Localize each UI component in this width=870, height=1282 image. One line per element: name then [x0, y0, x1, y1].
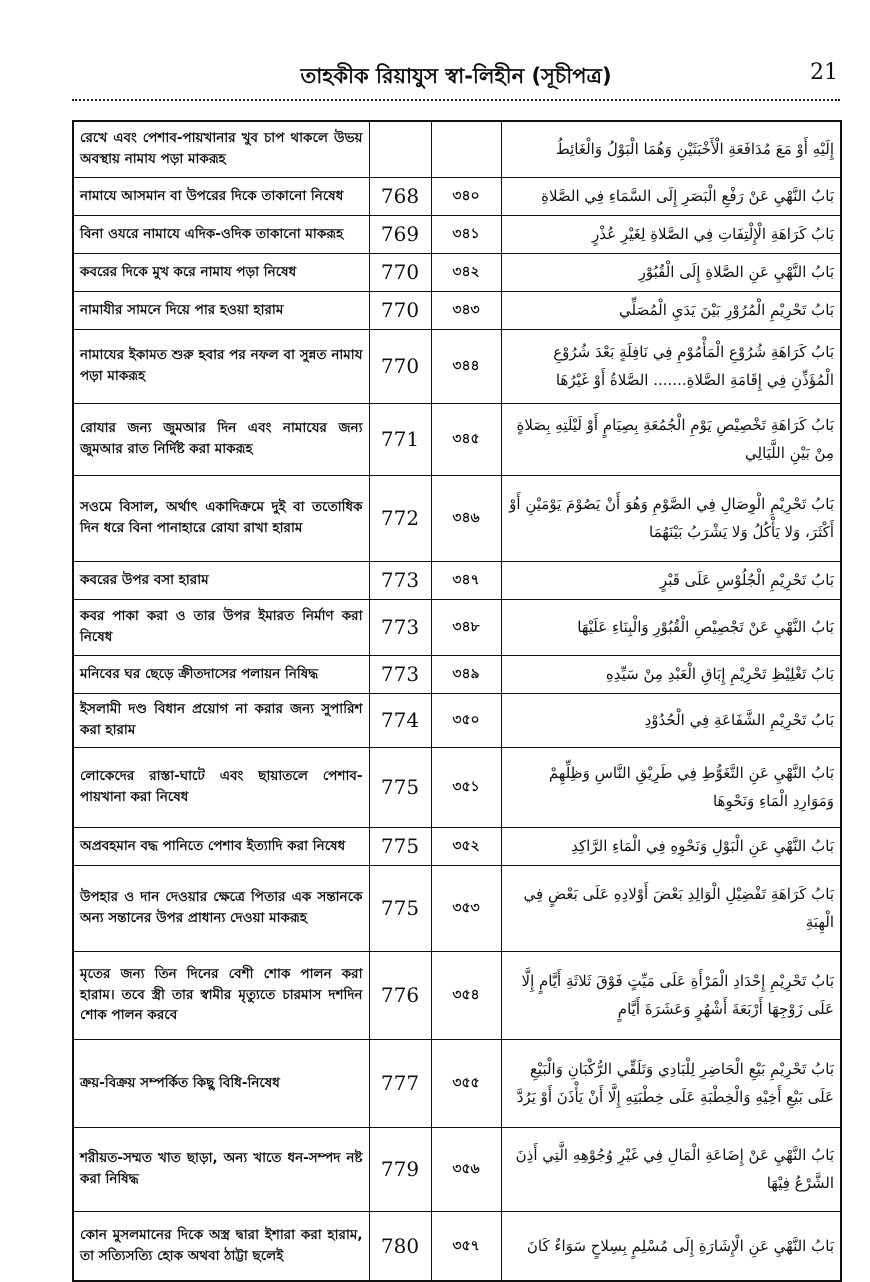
table-row: [73, 329, 841, 403]
table-row: [73, 291, 841, 329]
arabic-title: بَابُ تَحْرِيْمِ إِحْدَادِ الْمَرْأَةِ عَلَى مَيِّتٍ فَوْقَ ثَلاثَةِ أَيَّامٍ إِلَّا عَلَى زَوْجِهَا أَرْبَعَةَ أَشْهُرٍ وَعَشَرَةَ أَيَّامٍ: [501, 951, 841, 1039]
chapter-number: [431, 121, 501, 177]
arabic-title: بَابُ تَحْرِيْمِ الْجُلُوْسِ عَلَى قَبْرٍ: [501, 561, 841, 599]
bengali-title: অপ্রবহমান বদ্ধ পানিতে পেশাব ইত্যাদি করা নিষেধ: [73, 827, 369, 865]
bengali-title: শরীয়ত-সম্মত খাত ছাড়া, অন্য খাতে ধন-সম্পদ নষ্ট করা নিষিদ্ধ: [73, 1127, 369, 1211]
bengali-title: রোযার জন্য জুমআর দিন এবং নামাযের জন্য জুমআর রাত নির্দিষ্ট করা মাকরূহ: [73, 403, 369, 475]
page-ref: [369, 121, 431, 177]
page-ref: 770: [369, 253, 431, 291]
arabic-title: بَابُ كَرَاهَةِ تَفْضِيْلِ الْوَالِدِ بَعْضَ أَوْلادِهِ عَلَى بَعْضٍ فِي الْهِبَةِ: [501, 865, 841, 951]
bengali-title: কবরের উপর বসা হারাম: [73, 561, 369, 599]
chapter-number: ৩৫৬: [431, 1127, 501, 1211]
table-row: [73, 403, 841, 475]
arabic-title: بَابُ النَّهْيِ عَنِ الْبَوْلِ وَنَحْوِهِ فِي الْمَاءِ الرَّاكِدِ: [501, 827, 841, 865]
page-ref: 770: [369, 329, 431, 403]
page-ref: 768: [369, 177, 431, 215]
page-ref: 779: [369, 1127, 431, 1211]
bengali-title: নামাযে আসমান বা উপরের দিকে তাকানো নিষেধ: [73, 177, 369, 215]
arabic-title: بَابُ كَرَاهَةِ شُرُوْعِ الْمَأْمُوْمِ فِي نَافِلَةٍ بَعْدَ شُرُوْعِ الْمُؤَذِّنِ فِي إِقَامَةِ الصَّلاةِ....... الصَّلاةُ أَوْ غَيْرُهَا: [501, 329, 841, 403]
table-row: [73, 827, 841, 865]
bengali-title: রেখে এবং পেশাব-পায়খানার খুব চাপ থাকলে উভয় অবস্থায় নামায পড়া মাকরূহ: [73, 121, 369, 177]
bengali-title: ইসলামী দণ্ড বিধান প্রয়োগ না করার জন্য সুপারিশ করা হারাম: [73, 693, 369, 747]
bengali-title: লোকেদের রাস্তা-ঘাটে এবং ছায়াতলে পেশাব-পায়খানা করা নিষেধ: [73, 747, 369, 827]
bengali-title: কবর পাকা করা ও তার উপর ইমারত নির্মাণ করা নিষেধ: [73, 599, 369, 655]
chapter-number: ৩৫১: [431, 747, 501, 827]
table-row: [73, 1211, 841, 1281]
chapter-number: ৩৫৪: [431, 951, 501, 1039]
chapter-number: ৩৪০: [431, 177, 501, 215]
arabic-title: بَابُ النَّهْيِ عَنْ رَفْعِ الْبَصَرِ إِلَى السَّمَاءِ فِي الصَّلاةِ: [501, 177, 841, 215]
arabic-title: بَابُ تَحْرِيْمِ بَيْعِ الْحَاضِرِ لِلْبَادِي وَتَلَقِّي الرُّكْبَانِ وَالْبَيْعِ عَلَى بَيْعِ أَخِيْهِ وَالْخِطْبَةِ عَلَى خِطْبَتِهِ إِلَّا أَنْ يَأْذَنَ أَوْ يَرُدَّ: [501, 1039, 841, 1127]
table-row: [73, 177, 841, 215]
arabic-title: بَابُ النَّهْيِ عَنِ التَّغَوُّطِ فِي طَرِيْقِ النَّاسِ وَظِلِّهِمْ وَمَوَارِدِ الْمَاءِ وَنَحْوِهَا: [501, 747, 841, 827]
page-ref: 780: [369, 1211, 431, 1281]
contents-table: [72, 120, 842, 1282]
arabic-title: إِلَيْهِ أَوْ مَعَ مُدَافَعَةِ الْأَخْبَثَيْنِ وَهُمَا الْبَوْلُ وَالْغَائِطُ: [501, 121, 841, 177]
header-divider: [72, 99, 840, 101]
page-ref: 776: [369, 951, 431, 1039]
chapter-number: ৩৫২: [431, 827, 501, 865]
bengali-title: মনিবের ঘর ছেড়ে ক্রীতদাসের পলায়ন নিষিদ্ধ: [73, 655, 369, 693]
bengali-title: সওমে বিসাল, অর্থাৎ একাদিক্রমে দুই বা ততোধিক দিন ধরে বিনা পানাহারে রোযা রাখা হারাম: [73, 475, 369, 561]
table-row: [73, 693, 841, 747]
table-row: [73, 951, 841, 1039]
table-row: [73, 561, 841, 599]
table-row: [73, 865, 841, 951]
chapter-number: ৩৪২: [431, 253, 501, 291]
page-ref: 774: [369, 693, 431, 747]
page-number: 21: [810, 60, 838, 85]
table-row: [73, 253, 841, 291]
table-row: [73, 655, 841, 693]
chapter-number: ৩৪৫: [431, 403, 501, 475]
page-header: [72, 56, 840, 96]
bengali-title: মৃতের জন্য তিন দিনের বেশী শোক পালন করা হারাম। তবে স্ত্রী তার স্বামীর মৃত্যুতে চারমাস দশদিন শোক পালন করবে: [73, 951, 369, 1039]
table-row: [73, 215, 841, 253]
contents-table-body: [73, 121, 841, 1281]
chapter-number: ৩৪৮: [431, 599, 501, 655]
bengali-title: কবরের দিকে মুখ করে নামায পড়া নিষেধ: [73, 253, 369, 291]
chapter-number: ৩৪৪: [431, 329, 501, 403]
arabic-title: بَابُ النَّهْيِ عَنِ الْإِشَارَةِ إِلَى مُسْلِمٍ بِسِلاحٍ سَوَاءٌ كَانَ: [501, 1211, 841, 1281]
table-row: [73, 1127, 841, 1211]
page-ref: 773: [369, 599, 431, 655]
page-ref: 773: [369, 561, 431, 599]
bengali-title: বিনা ওযরে নামাযে এদিক-ওদিক তাকানো মাকরূহ: [73, 215, 369, 253]
arabic-title: بَابُ النَّهْيِ عَنْ تَجْصِيْصِ الْقُبُوْرِ وَالْبِنَاءِ عَلَيْهَا: [501, 599, 841, 655]
arabic-title: بَابُ النَّهْيِ عَنْ إِضَاعَةِ الْمَالِ فِي غَيْرِ وُجُوْهِهِ الَّتِي أَذِنَ الشَّرْعُ فِيْهَا: [501, 1127, 841, 1211]
bengali-title: ক্রয়-বিক্রয় সম্পর্কিত কিছু বিধি-নিষেধ: [73, 1039, 369, 1127]
chapter-number: ৩৪১: [431, 215, 501, 253]
arabic-title: بَابُ تَحْرِيْمِ الْمُرُوْرِ بَيْنَ يَدَيِ الْمُصَلِّي: [501, 291, 841, 329]
page-ref: 777: [369, 1039, 431, 1127]
page-ref: 772: [369, 475, 431, 561]
chapter-number: ৩৫৭: [431, 1211, 501, 1281]
chapter-number: ৩৫৫: [431, 1039, 501, 1127]
page-ref: 771: [369, 403, 431, 475]
arabic-title: بَابُ تَغْلِيْظِ تَحْرِيْمِ إِبَاقِ الْعَبْدِ مِنْ سَيِّدِهِ: [501, 655, 841, 693]
page-ref: 770: [369, 291, 431, 329]
bengali-title: উপহার ও দান দেওয়ার ক্ষেত্রে পিতার এক সন্তানকে অন্য সন্তানের উপর প্রাধান্য দেওয়া মাকরূহ: [73, 865, 369, 951]
table-row: [73, 747, 841, 827]
chapter-number: ৩৫৩: [431, 865, 501, 951]
chapter-number: ৩৪৯: [431, 655, 501, 693]
page-ref: 775: [369, 865, 431, 951]
bengali-title: নামাযের ইকামত শুরু হবার পর নফল বা সুন্নত নামায পড়া মাকরূহ: [73, 329, 369, 403]
page-ref: 773: [369, 655, 431, 693]
arabic-title: بَابُ تَحْرِيْمِ الشَّفَاعَةِ فِي الْحُدُوْدِ: [501, 693, 841, 747]
bengali-title: নামাযীর সামনে দিয়ে পার হওয়া হারাম: [73, 291, 369, 329]
chapter-number: ৩৫০: [431, 693, 501, 747]
chapter-number: ৩৪৭: [431, 561, 501, 599]
page-ref: 769: [369, 215, 431, 253]
page-ref: 775: [369, 827, 431, 865]
bengali-title: কোন মুসলমানের দিকে অস্ত্র দ্বারা ইশারা করা হারাম, তা সত্যিসত্যি হোক অথবা ঠাট্টা ছলেই: [73, 1211, 369, 1281]
table-row: [73, 121, 841, 177]
table-row: [73, 475, 841, 561]
chapter-number: ৩৪৬: [431, 475, 501, 561]
table-row: [73, 599, 841, 655]
arabic-title: بَابُ كَرَاهَةِ تَخْصِيْصِ يَوْمِ الْجُمُعَةِ بِصِيَامٍ أَوْ لَيْلَتِهِ بِصَلاةٍ مِنْ بَيْنِ اللَّيَالِي: [501, 403, 841, 475]
page-ref: 775: [369, 747, 431, 827]
arabic-title: بَابُ النَّهْيِ عَنِ الصَّلاةِ إِلَى الْقُبُوْرِ: [501, 253, 841, 291]
arabic-title: بَابُ كَرَاهَةِ الْإِلْتِفَاتِ فِي الصَّلاةِ لِغَيْرِ عُذْرٍ: [501, 215, 841, 253]
page-title: তাহকীক রিয়াযুস স্বা-লিহীন (সূচীপত্র): [300, 64, 612, 88]
arabic-title: بَابُ تَحْرِيْمِ الْوِصَالِ فِي الصَّوْمِ وَهُوَ أَنْ يَصُوْمَ يَوْمَيْنِ أَوْ أَكْثَرَ، وَلا يَأْكُلُ وَلا يَشْرَبُ بَيْنَهُمَا: [501, 475, 841, 561]
table-row: [73, 1039, 841, 1127]
chapter-number: ৩৪৩: [431, 291, 501, 329]
